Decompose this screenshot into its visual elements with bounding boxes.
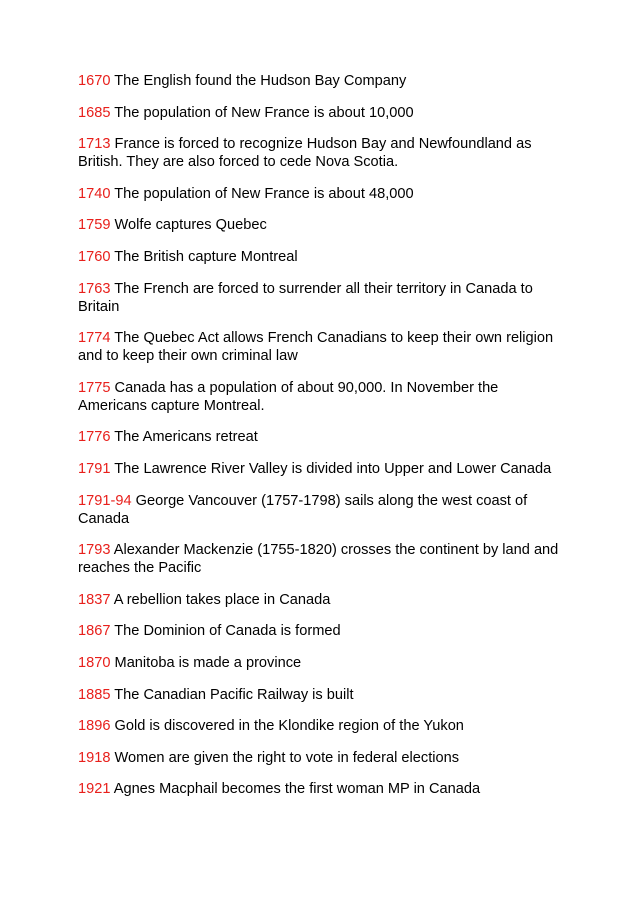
timeline-entry xyxy=(78,248,568,266)
entry-year: 1685 xyxy=(78,104,111,121)
timeline-entry xyxy=(78,686,568,704)
timeline-entry xyxy=(78,654,568,672)
entry-text: The Quebec Act allows French Canadians to keep their own religion and to keep their own criminal law xyxy=(78,330,554,365)
entry-text: The population of New France is about 48,000 xyxy=(114,185,414,202)
entry-text: The Canadian Pacific Railway is built xyxy=(114,686,354,703)
entry-year: 1918 xyxy=(78,749,111,766)
entry-text: The Americans retreat xyxy=(114,429,258,446)
entry-year: 1670 xyxy=(78,73,111,89)
entry-text: Canada has a population of about 90,000. In November the Americans capture Montreal. xyxy=(78,379,499,414)
entry-year: 1763 xyxy=(78,280,111,297)
entry-text: The English found the Hudson Bay Company xyxy=(114,73,407,89)
entry-text: Women are given the right to vote in federal elections xyxy=(114,749,460,766)
entry-year: 1776 xyxy=(78,429,111,446)
timeline-entry xyxy=(78,622,568,640)
entry-text: France is forced to recognize Hudson Bay and Newfoundland as British. They are also forced to cede Nova Scotia. xyxy=(78,136,532,171)
entry-year: 1713 xyxy=(78,136,111,153)
entry-year: 1870 xyxy=(78,654,111,671)
timeline-entry xyxy=(78,185,568,203)
entry-year: 1774 xyxy=(78,330,111,347)
entry-text: The Dominion of Canada is formed xyxy=(114,623,341,640)
entry-text: Gold is discovered in the Klondike region of the Yukon xyxy=(114,718,464,735)
entry-year: 1791-94 xyxy=(78,492,132,509)
entry-text: The Lawrence River Valley is divided into Upper and Lower Canada xyxy=(114,460,552,477)
entry-year: 1775 xyxy=(78,379,111,396)
entry-text: A rebellion takes place in Canada xyxy=(113,591,331,608)
timeline-entry xyxy=(78,216,568,234)
entry-year: 1740 xyxy=(78,185,111,202)
timeline-entry xyxy=(78,780,568,798)
entry-year: 1759 xyxy=(78,217,111,234)
entry-year: 1921 xyxy=(78,781,111,798)
timeline-entry xyxy=(78,280,568,316)
entry-year: 1760 xyxy=(78,248,111,265)
timeline-entry xyxy=(78,717,568,735)
entry-year: 1791 xyxy=(78,460,111,477)
entry-text: The British capture Montreal xyxy=(114,248,298,265)
entry-year: 1896 xyxy=(78,718,111,735)
entry-year: 1867 xyxy=(78,623,111,640)
entry-year: 1885 xyxy=(78,686,111,703)
entry-year: 1837 xyxy=(78,591,111,608)
entry-text: The French are forced to surrender all their territory in Canada to Britain xyxy=(78,280,533,315)
timeline-entry xyxy=(78,104,568,122)
timeline-entry xyxy=(78,492,568,528)
entry-text: Manitoba is made a province xyxy=(114,654,302,671)
timeline-entry xyxy=(78,749,568,767)
timeline-list xyxy=(78,72,568,812)
entry-year: 1793 xyxy=(78,542,111,559)
entry-text: Alexander Mackenzie (1755-1820) crosses the continent by land and reaches the Pacific xyxy=(78,542,559,577)
entry-text: George Vancouver (1757-1798) sails along the west coast of Canada xyxy=(78,492,528,527)
entry-text: Agnes Macphail becomes the first woman MP in Canada xyxy=(113,781,481,798)
timeline-entry xyxy=(78,591,568,609)
timeline-entry xyxy=(78,135,568,171)
timeline-entry xyxy=(78,329,568,365)
timeline-entry xyxy=(78,541,568,577)
timeline-entry xyxy=(78,72,568,90)
timeline-entry xyxy=(78,428,568,446)
timeline-entry xyxy=(78,460,568,478)
entry-text: Wolfe captures Quebec xyxy=(114,217,267,234)
timeline-entry xyxy=(78,379,568,415)
entry-text: The population of New France is about 10,000 xyxy=(114,104,414,121)
